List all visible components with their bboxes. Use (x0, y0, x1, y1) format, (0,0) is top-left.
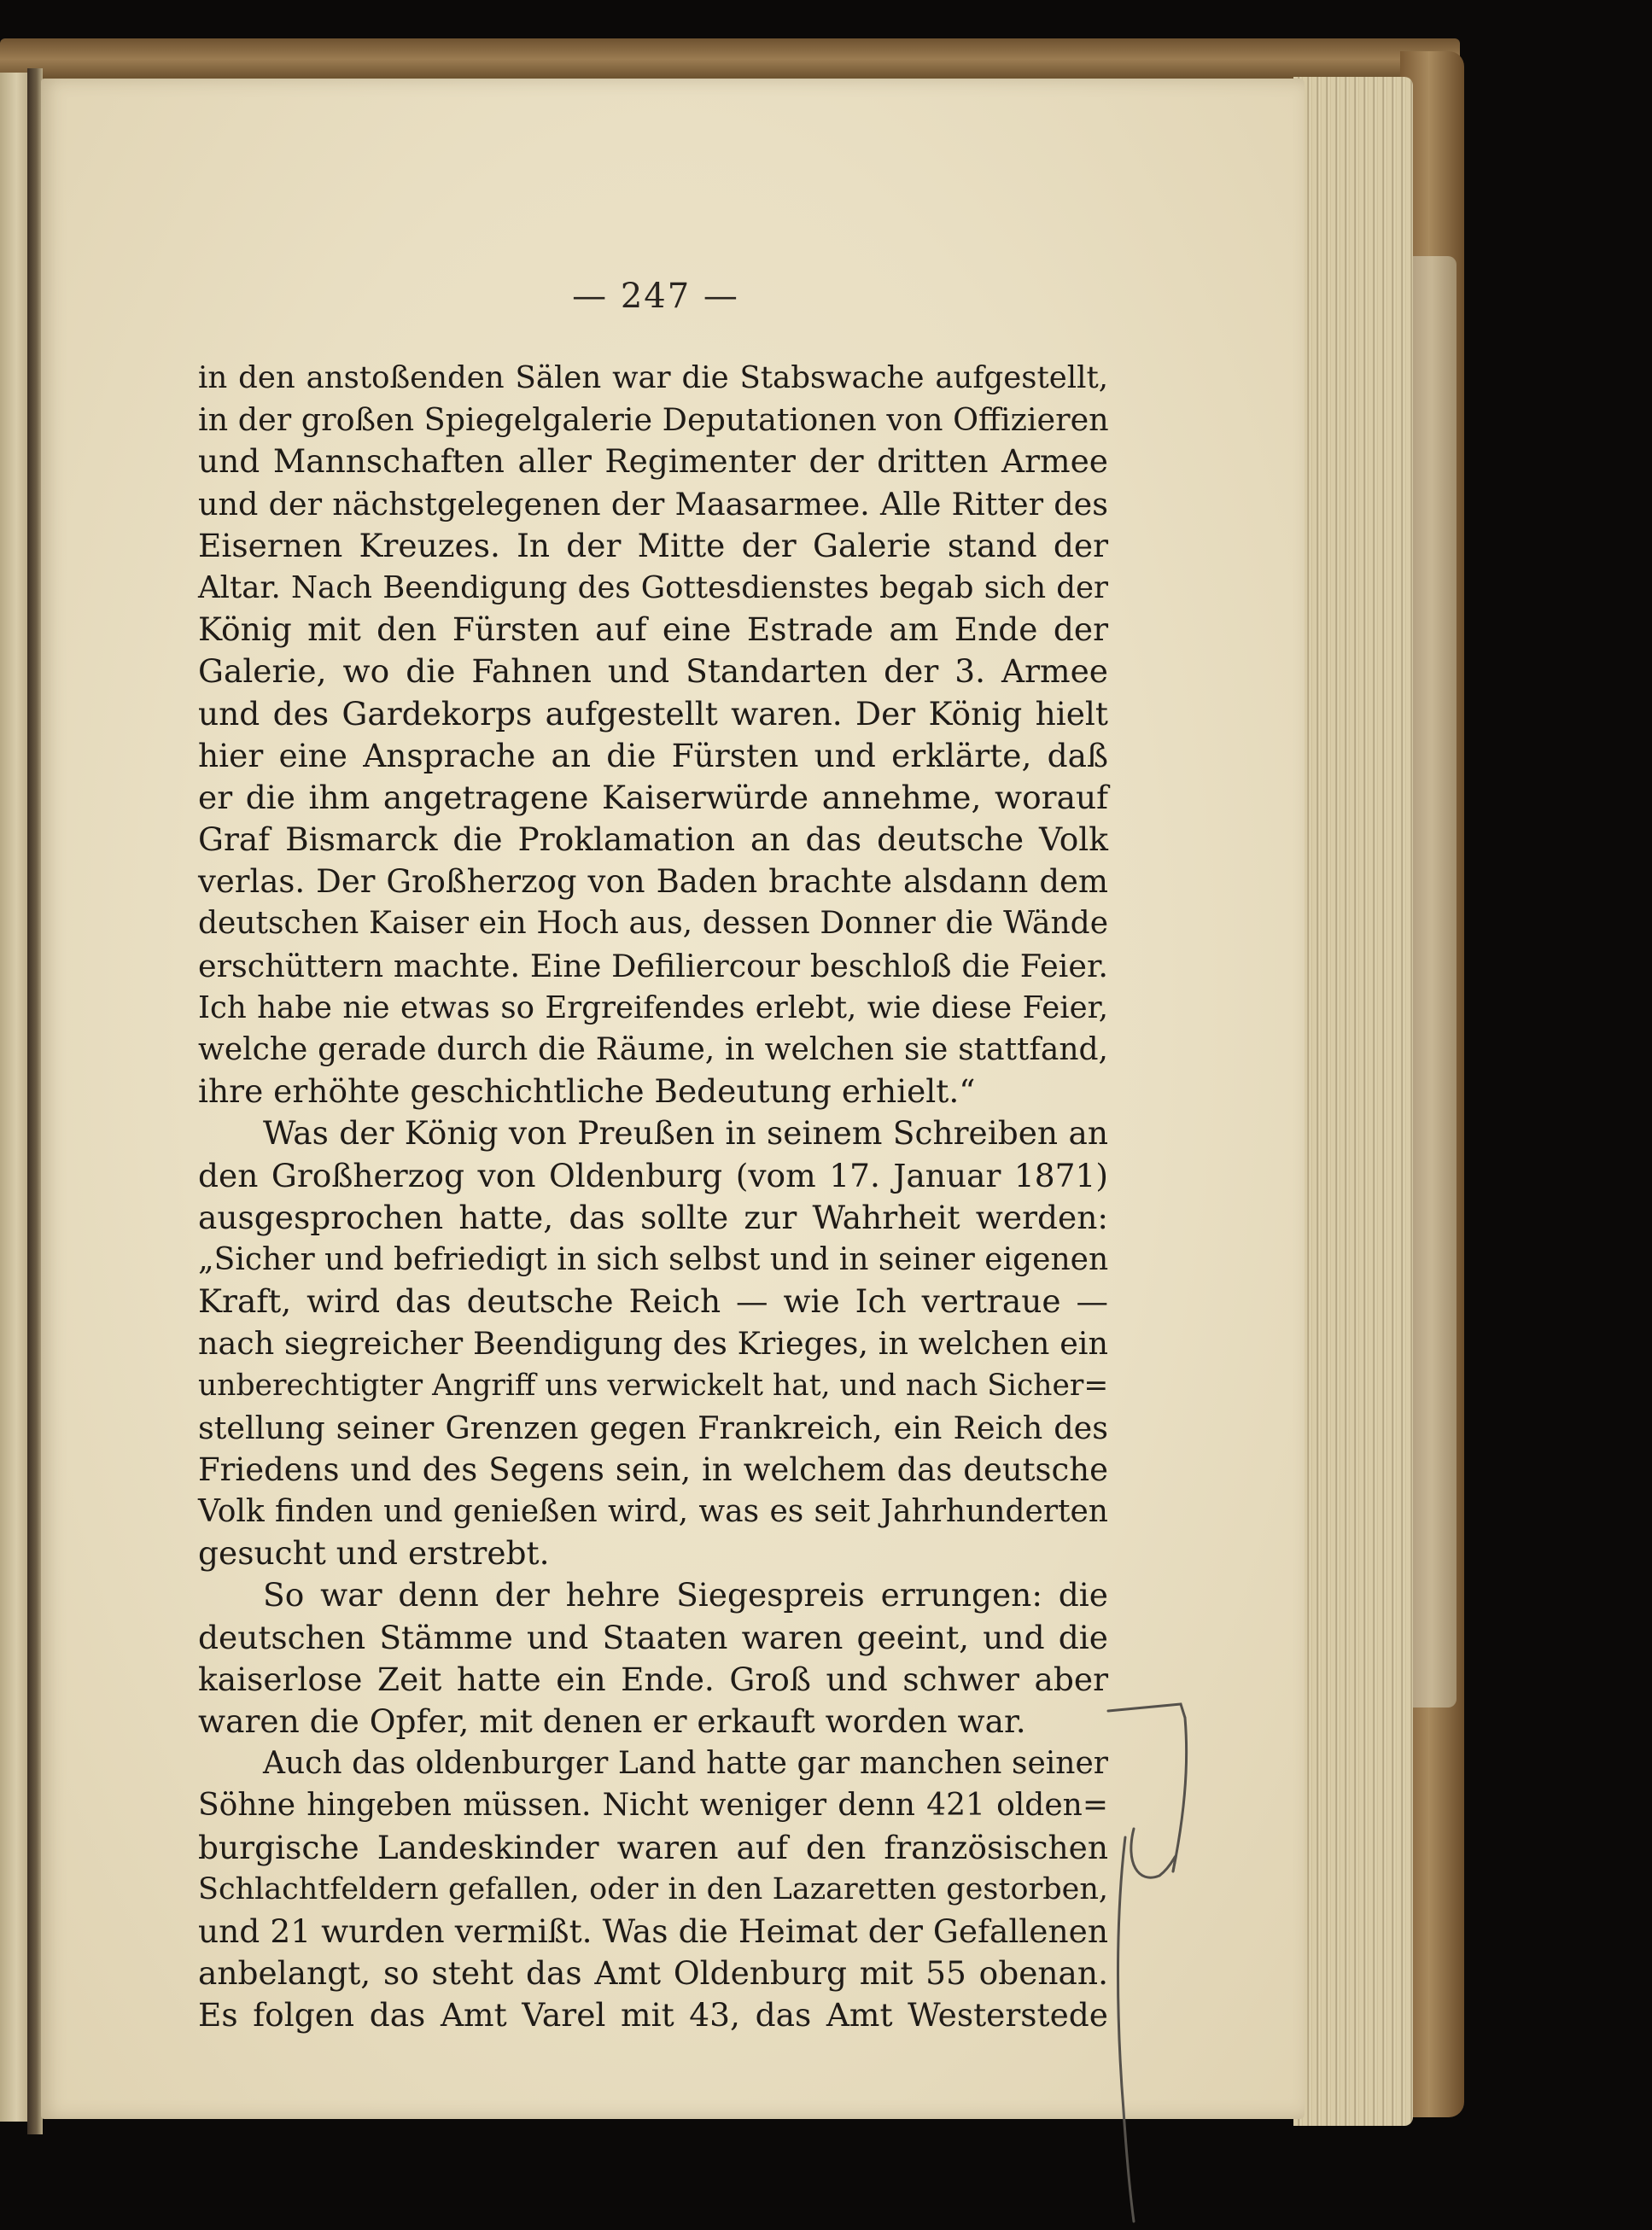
text-line: welche gerade durch die Räume, in welchen sie stattfand, (198, 1032, 1108, 1067)
text-line: er die ihm angetragene Kaiserwürde annehme, worauf (198, 778, 1108, 816)
text-line: Was der König von Preußen in seinem Schreiben an (263, 1114, 1108, 1153)
text-line: unberechtigter Angriff uns verwickelt hat, und nach Sicher= (198, 1368, 1109, 1403)
text-line: burgische Landeskinder waren auf den französischen (198, 1828, 1108, 1866)
text-line: in der großen Spiegelgalerie Deputationen von Offizieren (198, 401, 1109, 439)
cover-worn-patch (1407, 256, 1456, 1708)
text-line: König mit den Fürsten auf eine Estrade am Ende der (198, 610, 1108, 649)
pencil-margin-mark (1100, 1701, 1219, 2230)
text-line: verlas. Der Großherzog von Baden brachte alsdann dem (198, 863, 1108, 901)
page-text (198, 357, 1108, 2037)
text-line: Volk finden und genießen wird, was es seit Jahrhunderten (198, 1494, 1108, 1530)
text-line: Altar. Nach Beendigung des Gottesdienstes begab sich der (198, 569, 1108, 605)
text-line: nach siegreicher Beendigung des Krieges, in welchen ein (198, 1325, 1108, 1363)
text-line: und der nächstgelegenen der Maasarmee. Alle Ritter des (198, 485, 1108, 522)
text-line: Ich habe nie etwas so Ergreifendes erlebt, wie diese Feier, (198, 989, 1108, 1025)
text-line: und Mannschaften aller Regimenter der dritten Armee (198, 442, 1108, 481)
text-line: Schlachtfeldern gefallen, oder in den Lazaretten gestorben, (198, 1871, 1108, 1906)
text-line: „Sicher und befriedigt in sich selbst und in seiner eigenen (198, 1241, 1109, 1277)
text-line: kaiserlose Zeit hatte ein Ende. Groß und schwer aber (198, 1660, 1108, 1698)
text-line: ausgesprochen hatte, das sollte zur Wahrheit werden: (198, 1198, 1108, 1236)
text-line: So war denn der hehre Siegespreis errungen: die (263, 1576, 1108, 1614)
text-line: Friedens und des Segens sein, in welchem das deutsche (198, 1451, 1108, 1488)
page-number: — 247 — (572, 277, 739, 316)
text-line: und des Gardekorps aufgestellt waren. Der König hielt (198, 694, 1108, 733)
text-line: deutschen Kaiser ein Hoch aus, dessen Donner die Wände (198, 906, 1108, 942)
text-line: Auch das oldenburger Land hatte gar manchen seiner (263, 1746, 1108, 1782)
text-line: anbelangt, so steht das Amt Oldenburg mit 55 obenan. (198, 1954, 1108, 1993)
text-line: Graf Bismarck die Proklamation an das deutsche Volk (198, 820, 1108, 859)
text-line: erschüttern machte. Eine Defiliercour beschloß die Feier. (198, 947, 1108, 984)
book-page (41, 79, 1305, 2119)
text-line: und 21 wurden vermißt. Was die Heimat der Gefallenen (198, 1912, 1108, 1950)
text-line: ihre erhöhte geschichtliche Bedeutung erhielt.“ (198, 1072, 976, 1111)
text-line: Söhne hingeben müssen. Nicht weniger denn 421 olden= (198, 1788, 1108, 1824)
text-line: den Großherzog von Oldenburg (vom 17. Januar 1871) (198, 1156, 1108, 1194)
text-line: in den anstoßenden Sälen war die Stabswache aufgestellt, (198, 360, 1108, 395)
page-edges (1293, 77, 1413, 2126)
text-line: stellung seiner Grenzen gegen Frankreich, ein Reich des (198, 1409, 1108, 1446)
text-line: waren die Opfer, mit denen er erkauft worden war. (198, 1702, 1026, 1740)
previous-page-edge (0, 73, 27, 2122)
text-line: Es folgen das Amt Varel mit 43, das Amt Westerstede (198, 1996, 1108, 2034)
text-line: Galerie, wo die Fahnen und Standarten der 3. Armee (198, 652, 1108, 691)
text-line: Kraft, wird das deutsche Reich — wie Ich vertraue — (198, 1282, 1108, 1321)
text-line: Eisernen Kreuzes. In der Mitte der Galerie stand der (198, 526, 1108, 564)
text-line: deutschen Stämme und Staaten waren geeint, und die (198, 1618, 1108, 1656)
text-line: hier eine Ansprache an die Fürsten und erklärte, daß (198, 736, 1108, 774)
text-line: gesucht und erstrebt. (198, 1534, 550, 1573)
